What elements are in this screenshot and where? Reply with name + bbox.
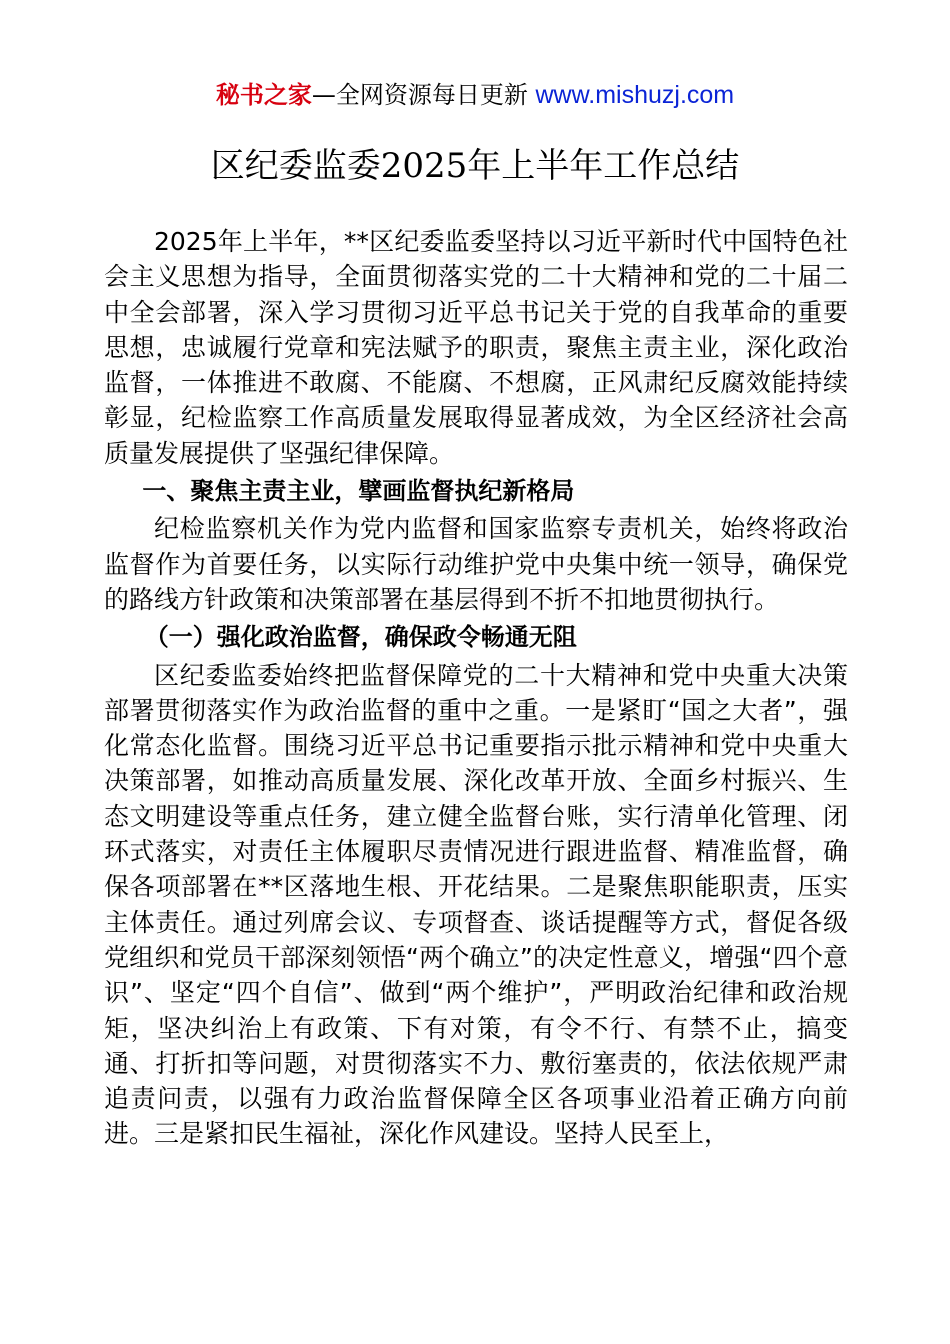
intro-paragraph: 2025年上半年，**区纪委监委坚持以习近平新时代中国特色社会主义思想为指导，全面贯彻落实党的二十大精神和党的二十届二中全会部署，深入学习贯彻习近平总书记关于党的自我革命的重要思想，忠诚履行党章和宪法赋予的职责，聚焦主责主业，深化政治监督，一体推进不敢腐、不能腐、不想腐，正风肃纪反腐效能持续彰显，纪检监察工作高质量发展取得显著成效，为全区经济社会高质量发展提供了坚强纪律保障。	[104, 227, 848, 468]
site-url-link[interactable]: www.mishuzj.com	[535, 81, 735, 109]
site-brand: 秘书之家	[215, 81, 312, 109]
section-1-heading: 一、聚焦主责主业，擘画监督执纪新格局	[142, 477, 575, 506]
site-header	[0, 78, 950, 112]
site-tagline: —全网资源每日更新	[311, 81, 536, 109]
document-title: 区纪委监委2025年上半年工作总结	[210, 146, 740, 186]
subsection-1-heading: （一）强化政治监督，确保政令畅通无阻	[144, 623, 577, 652]
subsection-1-paragraph: 区纪委监委始终把监督保障党的二十大精神和党中央重大决策部署贯彻落实作为政治监督的重中之重。一是紧盯“国之大者”，强化常态化监督。围绕习近平总书记重要指示批示精神和党中央重大决策部署，如推动高质量发展、深化改革开放、全面乡村振兴、生态文明建设等重点任务，建立健全监督台账，实行清单化管理、闭环式落实，对责任主体履职尽责情况进行跟进监督、精准监督，确保各项部署在**区落地生根、开花结果。二是聚焦职能职责，压实主体责任。通过列席会议、专项督查、谈话提醒等方式，督促各级党组织和党员干部深刻领悟“两个确立”的决定性意义，增强“四个意识”、坚定“四个自信”、做到“两个维护”，严明政治纪律和政治规矩，坚决纠治上有政策、下有对策，有令不行、有禁不止，搞变通、打折扣等问题，对贯彻落实不力、敷衍塞责的，依法依规严肃追责问责，以强有力政治监督保障全区各项事业沿着正确方向前进。三是紧扣民生福祉，深化作风建设。坚持人民至上，	[104, 660, 848, 1149]
section-1-paragraph: 纪检监察机关作为党内监督和国家监察专责机关，始终将政治监督作为首要任务，以实际行动维护党中央集中统一领导，确保党的路线方针政策和决策部署在基层得到不折不扣地贯彻执行。	[104, 514, 848, 614]
document-body	[104, 224, 848, 1152]
